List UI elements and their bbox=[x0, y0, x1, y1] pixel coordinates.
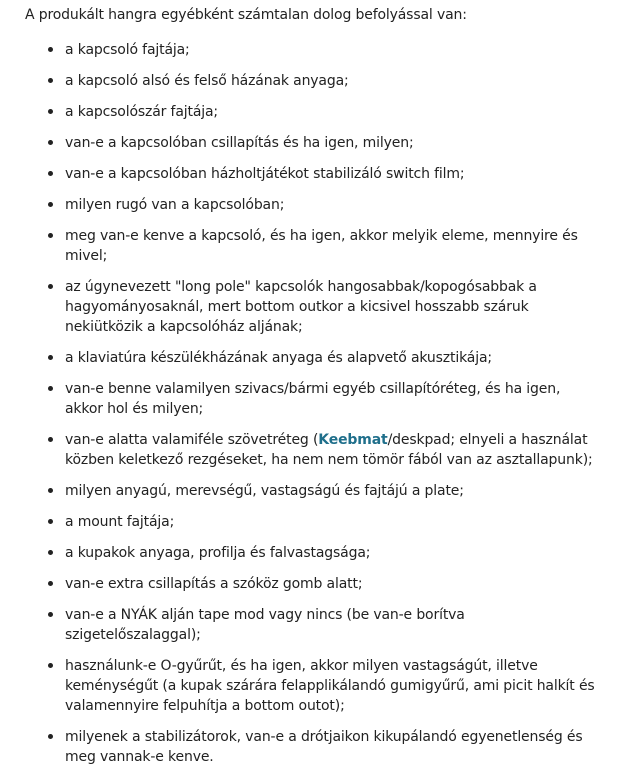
list-item-text: van-e extra csillapítás a szóköz gomb alatt; bbox=[65, 576, 363, 592]
list-item bbox=[25, 40, 610, 60]
bullet-icon bbox=[48, 47, 53, 52]
list-item-text: milyenek a stabilizátorok, van-e a drótjaikon kikupálandó egyenetlenség és meg vannak-e kenve. bbox=[65, 729, 583, 765]
bullet-icon bbox=[48, 233, 53, 238]
list-item-text: a mount fajtája; bbox=[65, 514, 175, 530]
list-item bbox=[25, 348, 610, 368]
bullet-icon bbox=[48, 734, 53, 739]
list-item-text: van-e benne valamilyen szivacs/bármi egyéb csillapítóréteg, és ha igen, akkor hol és milyen; bbox=[65, 381, 561, 417]
keebmat-link[interactable]: Keebmat bbox=[318, 432, 388, 448]
list-item bbox=[25, 277, 610, 337]
list-item bbox=[25, 430, 610, 470]
list-item-text: van-e a kapcsolóban csillapítás és ha igen, milyen; bbox=[65, 135, 414, 151]
list-item bbox=[25, 481, 610, 501]
list-item-text: van-e a kapcsolóban házholtjátékot stabilizáló switch film; bbox=[65, 166, 465, 182]
list-item bbox=[25, 574, 610, 594]
bullet-icon bbox=[48, 386, 53, 391]
list-item-text: a kapcsoló alsó és felső házának anyaga; bbox=[65, 73, 349, 89]
list-item-text: milyen rugó van a kapcsolóban; bbox=[65, 197, 285, 213]
list-item bbox=[25, 133, 610, 153]
list-item bbox=[25, 164, 610, 184]
list-item bbox=[25, 379, 610, 419]
list-item bbox=[25, 727, 610, 767]
bullet-icon bbox=[48, 355, 53, 360]
intro-paragraph: A produkált hangra egyébként számtalan dolog befolyással van: bbox=[25, 7, 467, 23]
list-item-text: milyen anyagú, merevségű, vastagságú és fajtájú a plate; bbox=[65, 483, 464, 499]
list-item bbox=[25, 102, 610, 122]
bullet-icon bbox=[48, 437, 53, 442]
bullet-icon bbox=[48, 488, 53, 493]
bullet-icon bbox=[48, 581, 53, 586]
factor-list bbox=[25, 40, 610, 767]
list-item bbox=[25, 226, 610, 266]
list-item bbox=[25, 195, 610, 215]
list-item-text: az úgynevezett "long pole" kapcsolók hangosabbak/kopogósabbak a hagyományosaknál, mert bottom outkor a kicsivel hosszabb száruk nekiütközik a kapcsolóház aljának; bbox=[65, 279, 537, 335]
list-item-text: a kapcsoló fajtája; bbox=[65, 42, 190, 58]
bullet-icon bbox=[48, 284, 53, 289]
list-item-text: meg van-e kenve a kapcsoló, és ha igen, akkor melyik eleme, mennyire és mivel; bbox=[65, 228, 578, 264]
list-item-text: van-e a NYÁK alján tape mod vagy nincs (be van-e borítva szigetelőszalaggal); bbox=[65, 607, 465, 643]
bullet-icon bbox=[48, 78, 53, 83]
list-item bbox=[25, 656, 610, 716]
bullet-icon bbox=[48, 202, 53, 207]
list-item-text-before-link: van-e alatta valamiféle szövetréteg ( bbox=[65, 432, 319, 448]
bullet-icon bbox=[48, 663, 53, 668]
list-item-text: a kupakok anyaga, profilja és falvastagsága; bbox=[65, 545, 371, 561]
list-item bbox=[25, 512, 610, 532]
list-item-text-after-link: /deskpad; elnyeli a használat közben keletkező rezgéseket, ha nem nem tömör fából van az asztallapunk); bbox=[65, 432, 593, 468]
list-item bbox=[25, 605, 610, 645]
list-item-text: használunk-e O-gyűrűt, és ha igen, akkor milyen vastagságút, illetve keménységűt (a kupak szárára felapplikálandó gumigyűrű, ami picit halkít és valamennyire felpuhítja a bottom outot); bbox=[65, 658, 595, 714]
bullet-icon bbox=[48, 519, 53, 524]
list-item bbox=[25, 71, 610, 91]
bullet-icon bbox=[48, 109, 53, 114]
list-item-text: a kapcsolószár fajtája; bbox=[65, 104, 218, 120]
list-item bbox=[25, 543, 610, 563]
bullet-icon bbox=[48, 612, 53, 617]
bullet-icon bbox=[48, 550, 53, 555]
list-item-text: a klaviatúra készülékházának anyaga és alapvető akusztikája; bbox=[65, 350, 492, 366]
bullet-icon bbox=[48, 140, 53, 145]
bullet-icon bbox=[48, 171, 53, 176]
